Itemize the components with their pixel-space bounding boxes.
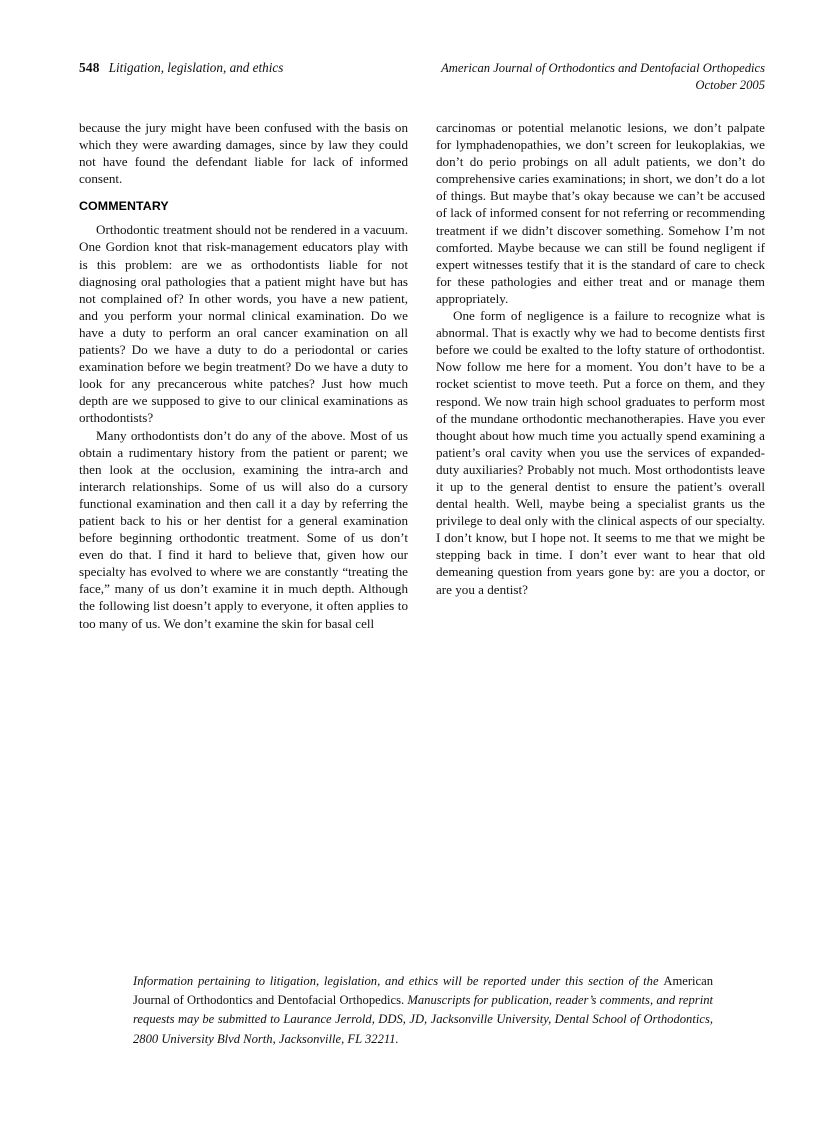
running-head-left xyxy=(79,60,283,76)
paragraph: Many orthodontists don’t do any of the above. Most of us obtain a rudimentary history from the patient or parent; we then look at the occlusion, examining the intra-arch and interarch relationships. Some of us will also do a cursory functional examination and then call it a day by referring the patient back to his or her dentist for a general examination before beginning orthodontic treatment. Some of us don’t even do that. I find it hard to believe that, given how our specialty has evolved to where we are constantly “treating the face,” many of us don’t examine it in much depth. Although the following list doesn’t apply to everyone, it often applies to too many of us. We don’t examine the skin for basal cell xyxy=(79,427,408,631)
paragraph: One form of negligence is a failure to recognize what is abnormal. That is exactly why we had to become dentists first before we could be exalted to the lofty stature of orthodontist. Now follow me here for a moment. You don’t have to be a rocket scientist to move teeth. Put a force on them, and they respond. We now train high school graduates to perform most of the mundane orthodontic mechanotherapies. Have you ever thought about how much time you actually spend examining a patient’s oral cavity when you use the services of expanded-duty auxiliaries? Probably not much. Most orthodontists leave it up to the general dentist to ensure the patient’s overall dental health. Well, maybe being a specialist grants us the privilege to deal only with the clinical aspects of our specialty. I don’t know, but I hope not. It seems to me that we might be stepping back in time. I don’t ever want to hear that old demeaning question from years gone by: are you a doctor, or are you a dentist? xyxy=(436,308,765,597)
issue-date: October 2005 xyxy=(695,78,765,92)
paragraph-continuation: because the jury might have been confused with the basis on which they were awarding damages, since by law they could not have found the defendant liable for lack of informed consent. xyxy=(79,120,408,187)
footnote-part-italic-lead: Information pertaining to litigation, legislation, and ethics will be reported under this section of the xyxy=(133,974,664,988)
footnote-part-italic-tail: Manuscripts for publication, reader’s comments, and reprint requests may be submitted to Laurance Jerrold, DDS, JD, Jacksonville University, Dental School of Orthodontics, 2800 University Blvd North, Jacksonville, FL 32211. xyxy=(133,993,713,1046)
page-number: 548 xyxy=(79,60,100,75)
column-left xyxy=(79,119,408,632)
section-heading-commentary: COMMENTARY xyxy=(79,199,169,214)
journal-title: American Journal of Orthodontics and Dentofacial Orthopedics xyxy=(441,61,765,75)
running-head xyxy=(79,60,765,106)
running-head-section-title: Litigation, legislation, and ethics xyxy=(108,60,284,75)
paragraph: Orthodontic treatment should not be rendered in a vacuum. One Gordion knot that risk-management educators play with is this problem: are we as orthodontists liable for not diagnosing oral pathologies that a patient might have but has not complained of? In other words, you have a new patient, and you perform your normal clinical examination. Do we have a duty to perform an oral cancer examination on all patients? Do we have a duty to do a periodontal or caries examination before we begin treatment? Do we have a duty to look for any precancerous white patches? Just how much depth are we supposed to give to our clinical examinations as orthodontists? xyxy=(79,222,408,426)
section-footnote xyxy=(133,972,713,1049)
paragraph: carcinomas or potential melanotic lesions, we don’t palpate for lymphadenopathies, we don’t screen for leukoplakias, we don’t do perio probings on all adult patients, we don’t do comprehensive caries examinations; in short, we don’t do a lot of things. But maybe that’s okay because we can’t be accused of lack of informed consent for not referring or recommending treatment if we didn’t discover something. Somehow I’m not comforted. Maybe because we can still be found negligent if expert witnesses testify that it is the standard of care to check for these pathologies and either treat and or manage them appropriately. xyxy=(436,120,765,306)
column-right xyxy=(436,119,765,598)
footnote-journal-name: American Journal of Orthodontics and Dentofacial Orthopedics. xyxy=(133,974,713,1008)
running-head-right xyxy=(441,60,765,94)
